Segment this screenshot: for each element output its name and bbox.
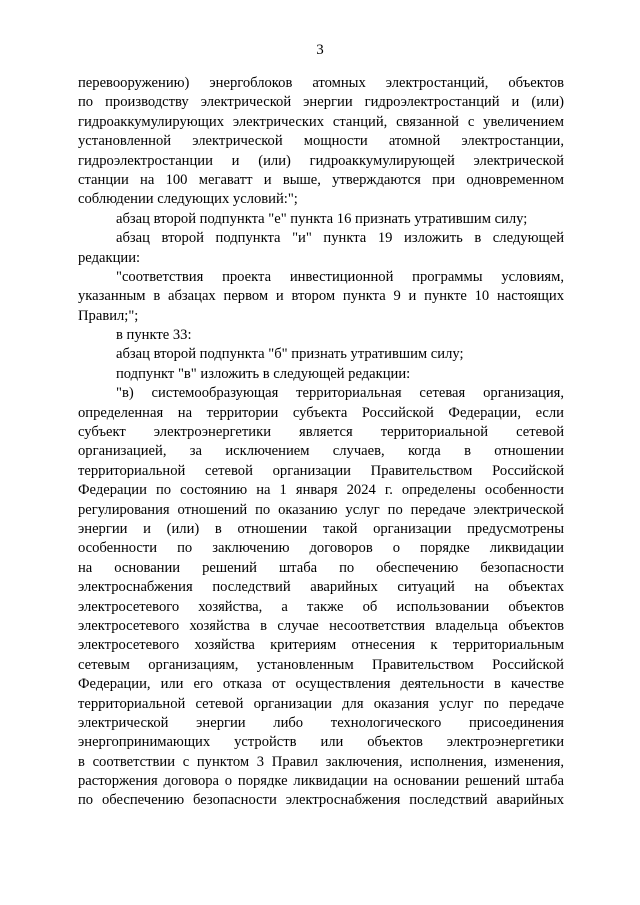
- text-line: гидроаккумулирующих электрических станций, связанной с увеличением: [78, 113, 564, 130]
- text-line: в пункте 33:: [116, 327, 192, 344]
- page-number: 3: [316, 42, 324, 58]
- text-line: гидроэлектростанции и (или) гидроаккумулирующей электрической: [78, 152, 564, 169]
- text-line: расторжения договора о порядке ликвидации на основании решений штаба: [78, 773, 564, 790]
- text-line: энергии и (или) в отношении такой организации предусмотрены: [78, 520, 564, 537]
- text-line: энергопринимающих устройств или объектов электроэнергетики: [78, 734, 564, 751]
- text-line: электросетевого хозяйства в случае несоответствия владельца объектов: [78, 617, 564, 634]
- text-line: перевооружению) энергоблоков атомных электростанций, объектов: [78, 75, 564, 91]
- text-line: станции на 100 мегаватт и выше, утверждаются при одновременном: [78, 171, 564, 188]
- text-line: "соответствия проекта инвестиционной программы условиям,: [116, 268, 564, 285]
- text-line: Правил;";: [78, 307, 139, 324]
- text-line: подпункт "в" изложить в следующей редакции:: [116, 365, 411, 382]
- text-line: территориальной сетевой организации для оказания услуг по передаче: [78, 695, 564, 712]
- document-body: [78, 74, 564, 811]
- text-line: электрической энергии либо технологического присоединения: [78, 714, 564, 731]
- text-line: субъект электроэнергетики является территориальной сетевой: [78, 424, 564, 441]
- text-line: абзац второй подпункта "б" признать утратившим силу;: [116, 346, 464, 363]
- text-line: территориальной сетевой организации Правительством Российской: [78, 462, 564, 479]
- text-line: электроснабжения последствий аварийных ситуаций на объектах: [78, 579, 564, 596]
- text-line: по обеспечению безопасности электроснабжения последствий аварийных: [78, 792, 564, 809]
- text-line: регулирования отношений по оказанию услуг по передаче электрической: [78, 501, 564, 518]
- text-line: электросетевого хозяйства, а также об использовании объектов: [78, 598, 564, 615]
- text-line: абзац второй подпункта "и" пункта 19 изложить в следующей: [116, 230, 564, 247]
- text-line: абзац второй подпункта "е" пункта 16 признать утратившим силу;: [116, 210, 528, 227]
- text-line: сетевым организациям, установленным Правительством Российской: [78, 656, 564, 673]
- text-line: установленной электрической мощности атомной электростанции,: [78, 133, 564, 150]
- text-line: определенная на территории субъекта Российской Федерации, если: [78, 404, 564, 421]
- text-line: Федерации по состоянию на 1 января 2024 г. определены особенности: [78, 482, 564, 499]
- text-line: организацией, за исключением случаев, когда в отношении: [78, 443, 564, 460]
- text-line: редакции:: [78, 249, 141, 266]
- text-line: электросетевого хозяйства критериям отнесения к территориальным: [78, 637, 564, 654]
- text-line: соблюдении следующих условий:";: [78, 191, 298, 208]
- text-line: особенности по заключению договоров о порядке ликвидации: [78, 540, 564, 557]
- text-line: Федерации, или его отказа от осуществления деятельности в качестве: [78, 676, 564, 693]
- text-line: "в) системообразующая территориальная сетевая организация,: [116, 385, 564, 402]
- text-line: по производству электрической энергии гидроэлектростанций и (или): [78, 94, 564, 111]
- text-line: на основании решений штаба по обеспечению безопасности: [78, 559, 564, 576]
- text-line: в соответствии с пунктом 3 Правил заключения, исполнения, изменения,: [78, 753, 564, 770]
- text-line: указанным в абзацах первом и втором пункта 9 и пункте 10 настоящих: [78, 288, 564, 305]
